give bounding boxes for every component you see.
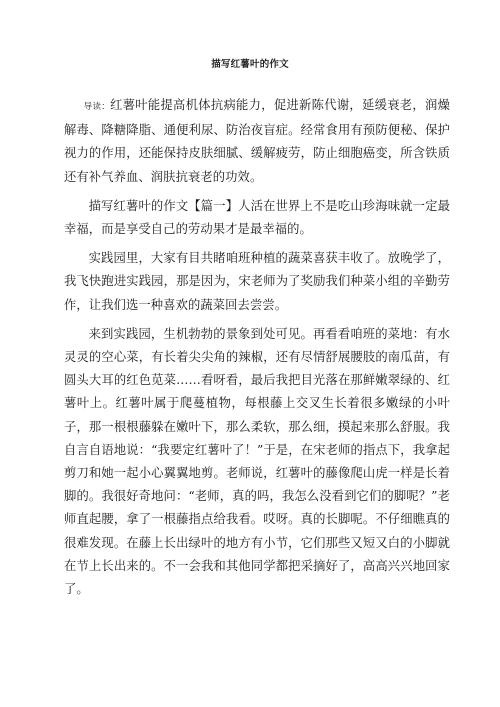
document-title: 描写红薯叶的作文 [211, 59, 289, 70]
summary-text: 红薯叶能提高机体抗病能力，促进新陈代谢，延缓衰老，润燥解毒、降糖降脂、通便利尿、防治夜盲症。经常食用有预防便秘、保护视力的作用，还能保持皮肤细腻、缓解疲劳，防止细胞癌变，所含铁质还有补气养血、润肤抗衰老的功效。 [64, 98, 450, 184]
summary-paragraph [64, 94, 450, 189]
body-paragraph-2: 实践园里，大家有目共睹咱班种植的蔬菜喜获丰收了。放晚学了，我飞快跑进实践园，那是因为，宋老师为了奖励我们种菜小组的辛勤劳作，让我们选一种喜欢的蔬菜回去尝尝。 [64, 251, 450, 312]
body-paragraph-1: 描写红薯叶的作文【篇一】人活在世界上不是吃山珍海味就一定最幸福，而是享受自己的劳动果才是最幸福的。 [64, 198, 450, 237]
body-paragraph-3: 来到实践园，生机勃勃的景象到处可见。再看看咱班的菜地：有水灵灵的空心菜，有长着尖尖角的辣椒，还有尽情舒展腰肢的南瓜苗，有圆头大耳的红色苋菜……看呀看，最后我把目光落在那鲜嫩翠绿的、红薯叶上。红薯叶属于爬蔓植物，每根藤上交叉生长着很多嫩绿的小叶子，那一根根藤躲在嫩叶下，那么柔软，那么细，摸起来那么舒服。我自言自语地说：“我要定红薯叶了！”于是，在宋老师的指点下，我拿起剪刀和她一起小心翼翼地剪。老师说，红薯叶的藤像爬山虎一样是长着脚的。我很好奇地问：“老师，真的吗，我怎么没看到它们的脚呢？”老师直起腰，拿了一根藤指点给我看。哎呀。真的长脚呢。不仔细瞧真的很难发现。在藤上长出绿叶的地方有小节，它们那些又短又白的小脚就在节上长出来的。不一会我和其他同学都把采摘好了，高高兴兴地回家了。 [64, 326, 450, 597]
summary-label: 导读： [83, 102, 111, 112]
document-body [64, 94, 450, 607]
